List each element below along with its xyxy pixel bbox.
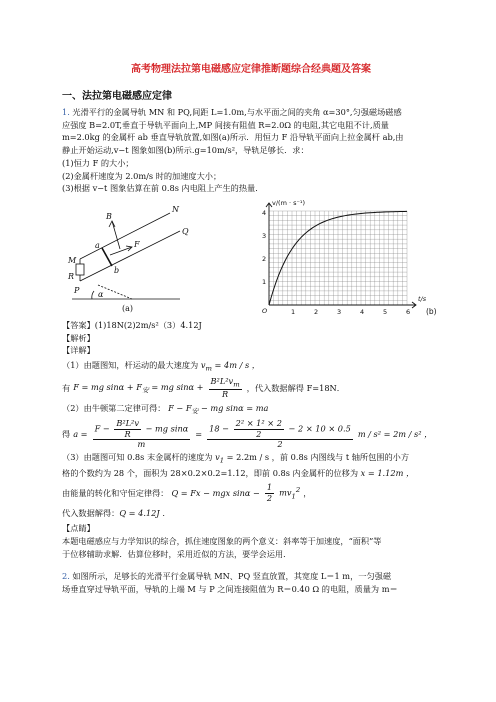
fraction: F − $\frac{\text{B²L²v}}{R}$ − mg sinα m: [94, 417, 189, 450]
label-r: R: [68, 271, 75, 281]
question-1-sub-2: (2)金属杆速度为 2.0m/s 时的加速度大小；: [62, 170, 222, 181]
detail-tag: 【详解】: [62, 345, 95, 356]
fraction: $\frac{B^2L^2v_m}{R}$: [210, 375, 240, 399]
question-number: 2.: [62, 571, 70, 582]
label-n: N: [172, 204, 179, 214]
label-alpha: α: [98, 289, 104, 299]
question-1-sub-1: (1)恒力 F 的大小；: [62, 157, 134, 168]
label-f: F: [134, 239, 140, 249]
solution-step-3a: （3）由题图可知 0.8s 末金属杆的速度为 $v_1 = 2.2m / s$ ，前 0.8s 内图线与 t 轴所包围的小方: [62, 452, 410, 466]
question-2-line-2: 场垂直穿过导轨平面，导轨的上端 M 与 P 之间连接阻值为 R＝0.40 Ω 的电阻，质量为 m＝: [62, 583, 398, 594]
label-a: a: [95, 240, 100, 250]
y-axis-label: v/(m · s⁻¹): [272, 198, 306, 207]
question-1: [62, 106, 440, 195]
figure-b-caption: (b): [426, 306, 437, 316]
x-tick-3: 3: [337, 307, 342, 316]
y-tick-3: 3: [262, 231, 267, 240]
label-b-rod: b: [114, 265, 120, 275]
question-1-line-1: 1. 光滑平行的金属导轨 MN 和 PQ,间距 L=1.0m,与水平面之间的夹角 α=30°,匀强磁场磁感: [62, 107, 402, 117]
x-axis-label: t/s: [418, 294, 427, 303]
answer-line: 【答案】(1)18N(2)2m/s²（3）4.12J: [62, 319, 202, 330]
fraction: 18 − $\frac{\text{2² × 1² × 2}}{2}$ − 2 × 10 × 0.5 2: [209, 417, 351, 450]
label-b-field: B: [106, 211, 112, 221]
x-tick-2: 2: [314, 307, 319, 316]
question-number: 1.: [62, 107, 70, 117]
x-tick-6: 6: [406, 307, 411, 316]
figure-a-caption: (a): [122, 303, 134, 313]
figure-row: [62, 197, 440, 317]
vt-graph-figure-b: [194, 197, 444, 319]
analysis-tag: 【解析】: [62, 332, 95, 343]
rail-diagram-figure-a: [62, 201, 202, 313]
x-tick-1: 1: [291, 307, 296, 316]
tips-line-2: 于位移辅助求解．估算位移时，采用近似的方法，要学会运用．: [62, 548, 292, 559]
question-1-sub-3: (3)根据 v−t 图象估算在前 0.8s 内电阻上产生的热量．: [62, 183, 264, 194]
question-1-line-3: m=2.0kg 的金属杆 ab 垂直导轨放置,如图(a)所示．用恒力 F 沿导轨平面向上拉金属杆 ab,由: [62, 132, 404, 143]
solution-step-1a: （1）由题图知，杆运动的最大速度为 $v_m = 4m / s$ ，: [62, 360, 260, 373]
label-p: P: [74, 285, 80, 295]
solution-step-3c: 由能量的转化和守恒定律得： Q = Fx − mgx sinα − $\frac{1}{2}$ $mv_1^2$ ，: [62, 482, 312, 503]
question-1-line-4: 静止开始运动,v−t 图象如图(b)所示.g=10m/s²，导轨足够长．求：: [62, 145, 309, 156]
x-tick-4: 4: [360, 307, 365, 316]
y-tick-1: 1: [262, 277, 267, 286]
label-q: Q: [182, 226, 189, 236]
solution-step-2a: （2）由牛顿第二定律可得： $F - F_安$ − mg sinα = ma: [62, 403, 269, 416]
question-1-line-2: 应强度 B=2.0T,垂直于导轨平面向上,MP 间接有阻值 R=2.0Ω 的电阻,其它电阻不计,质量: [62, 119, 389, 130]
section-heading: 一、法拉第电磁感应定律: [62, 90, 172, 102]
origin-label: O: [262, 306, 268, 315]
solution-step-1b: 有 F = mg $\sin\alpha + F_安$ = mg sinα + $\frac{B^2L^2v_m}{R}$ ，代入数据解得 F=18N．: [62, 375, 345, 399]
tips-tag: 【点睛】: [62, 523, 95, 534]
document-title: 高考物理法拉第电磁感应定律推断题综合经典题及答案: [131, 64, 371, 75]
solution-step-3d: 代入数据解得：Q = 4.12J ．: [62, 508, 171, 519]
tips-line-1: 本题电磁感应与力学知识的综合，抓住速度图象的两个意义：斜率等于加速度，“面积”等: [62, 535, 382, 546]
solution-step-3b: 格的个数约为 28 个，面积为 28×0.2×0.2=1.12，即前 0.8s 内金属杆的位移为 x = 1.12m ，: [62, 467, 415, 478]
question-2: [62, 570, 440, 595]
y-tick-4: 4: [262, 208, 267, 217]
solution: [62, 359, 440, 520]
solution-step-2b: 得 a = F − $\frac{\text{B²L²v}}{R}$ − mg sinα m = 18 − $\frac{\text{2² × 1² × 2}}{2}$ − 2 × 10 × 0.5 2 m / s² = 2m / s² ，: [62, 417, 433, 450]
question-2-line-1: 2. 如图所示，足够长的光滑平行金属导轨 MN、PQ 竖直放置，其宽度 L＝1 m，一匀强磁: [62, 571, 392, 582]
label-m: M: [68, 255, 77, 265]
y-tick-2: 2: [262, 254, 267, 263]
x-tick-5: 5: [383, 307, 388, 316]
